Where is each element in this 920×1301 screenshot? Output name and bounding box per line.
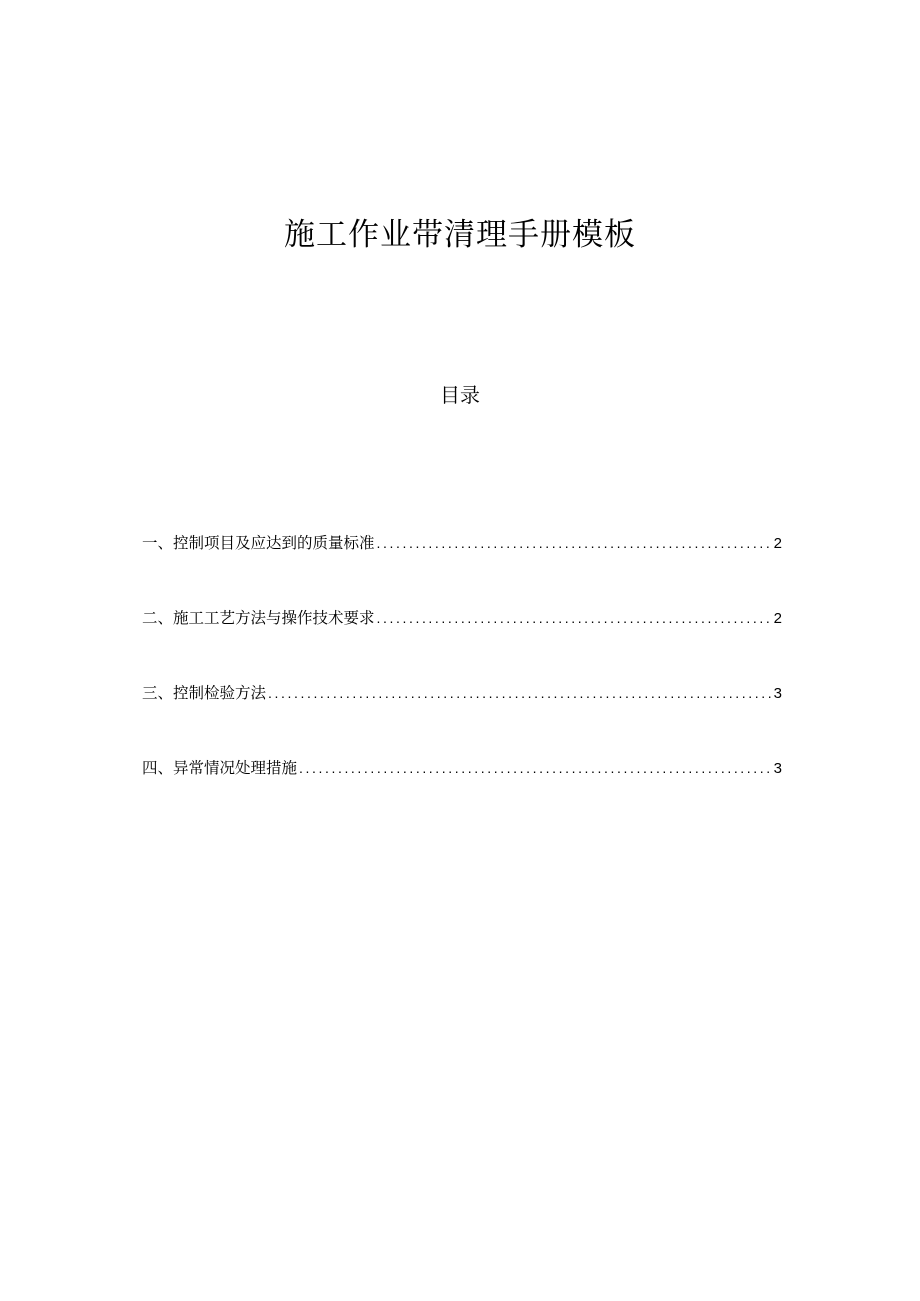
toc-page-number: 3 [773,760,782,777]
toc-page-number: 2 [773,610,782,627]
toc-entry-exception-handling[interactable] [142,756,782,780]
toc-dot-leader [375,606,772,630]
toc-entry-label: 二、施工工艺方法与操作技术要求 [142,609,375,627]
toc-dot-leader [297,756,772,780]
toc-entry-label: 一、控制项目及应达到的质量标准 [142,534,375,552]
toc-entry-construction-process[interactable] [142,606,782,630]
toc-entry-quality-standards[interactable] [142,531,782,555]
toc-heading: 目录 [440,383,480,407]
toc-dot-leader [266,681,772,705]
toc-dot-leader [375,531,772,555]
toc-entry-inspection-methods[interactable] [142,681,782,705]
document-title: 施工作业带清理手册模板 [284,217,636,253]
toc-page-number: 2 [773,535,782,552]
toc-entry-label: 三、控制检验方法 [142,684,267,702]
toc-page-number: 3 [773,685,782,702]
toc-entry-label: 四、异常情况处理措施 [142,759,298,777]
